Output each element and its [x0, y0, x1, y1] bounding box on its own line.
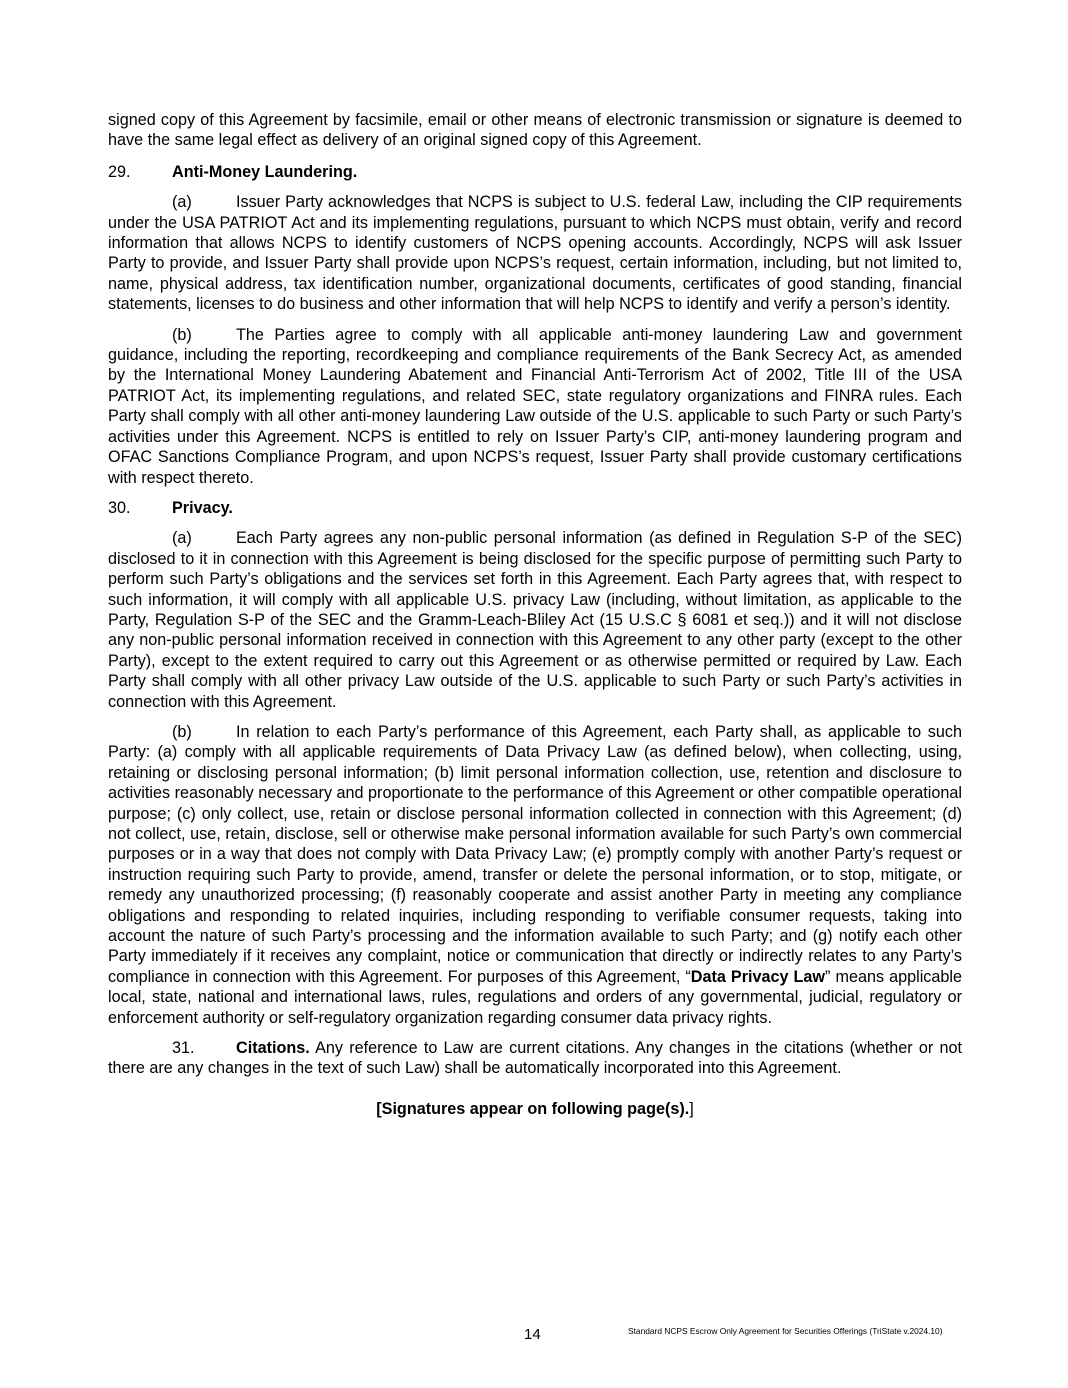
- section-30-heading: [108, 498, 962, 518]
- paragraph-label: (b): [172, 325, 192, 344]
- section-title: Citations.: [236, 1039, 310, 1058]
- section-number: 30.: [108, 498, 131, 517]
- paragraph-text: Any reference to Law are current citations. Any changes in the citations (whether or not there are any changes in the text of such Law) shall be automatically incorporated into this Agreement.: [108, 1039, 962, 1078]
- paragraph-text-continued: ” means applicable local, state, national and international laws, rules, regulations and orders of any governmental, judicial, regulatory or enforcement authority or self-regulatory organization regarding consumer data privacy rights.: [108, 967, 962, 1027]
- paragraph-text: Issuer Party acknowledges that NCPS is subject to U.S. federal Law, including the CIP requirements under the USA PATRIOT Act and its implementing regulations, pursuant to which NCPS must obtain, verify and record information that allows NCPS to identify customers of NCPS opening accounts. Accordingly, NCPS will ask Issuer Party to provide, and Issuer Party shall provide upon NCPS’s request, certain information, including, but not limited to, name, physical address, tax identification number, organizational documents, certificates of good standing, financial statements, licenses to do business and other information that will help NCPS to identify and verify a person’s identity.: [108, 193, 962, 314]
- intro-paragraph: signed copy of this Agreement by facsimile, email or other means of electronic transmission or signature is deemed to have the same legal effect as delivery of an original signed copy of this Agreement.: [108, 111, 962, 150]
- paragraph-label: (a): [172, 529, 192, 548]
- section-number: 31.: [172, 1039, 195, 1058]
- section-number: 29.: [108, 162, 131, 181]
- signature-note: [108, 1099, 962, 1119]
- section-29-paragraph-a: [108, 192, 962, 314]
- section-title: Privacy.: [172, 498, 233, 517]
- section-31-citations: [108, 1038, 962, 1079]
- defined-term: Data Privacy Law: [690, 967, 826, 986]
- paragraph-label: (a): [172, 193, 192, 212]
- section-30-paragraph-a: [108, 528, 962, 712]
- section-title: Anti-Money Laundering.: [172, 162, 358, 181]
- section-29-heading: [108, 162, 962, 182]
- paragraph-text: The Parties agree to comply with all applicable anti-money laundering Law and government guidance, including the reporting, recordkeeping and compliance requirements of the Bank Secrecy Act, as amended by the International Money Laundering Abatement and Financial Anti-Terrorism Act of 2002, Title III of the USA PATRIOT Act, its implementing regulations, and related SEC, state regulatory organizations and FINRA rules. Each Party shall comply with all other anti-money laundering Law outside of the U.S. applicable to such Party or such Party’s activities under this Agreement. NCPS is entitled to rely on Issuer Party’s CIP, anti-money laundering program and OFAC Sanctions Compliance Program, and upon NCPS’s request, Issuer Party shall provide customary certifications with respect thereto.: [108, 325, 962, 487]
- document-page: [108, 110, 962, 1119]
- footer-document-name: Standard NCPS Escrow Only Agreement for Securities Offerings (TriState v.2024.10): [628, 1326, 943, 1336]
- page-number: 14: [524, 1326, 541, 1343]
- section-30-paragraph-b: [108, 722, 962, 1028]
- paragraph-label: (b): [172, 722, 192, 741]
- paragraph-text: In relation to each Party’s performance of this Agreement, each Party shall, as applicable to such Party: (a) comply with all applicable requirements of Data Privacy Law (as defined below), when collecting, using, retaining or disclosing personal information; (b) limit personal information collection, use, retention and disclosure to activities reasonably necessary and proportionate to the performance of this Agreement or other compatible operational purpose; (c) only collect, use, retain or disclose personal information collected in connection with this Agreement; (d) not collect, use, retain, disclose, sell or otherwise make personal information available for such Party’s own commercial purposes or in a way that does not comply with Data Privacy Law; (e) promptly comply with another Party’s request or instruction requiring such Party to provide, amend, transfer or delete the personal information, or to stop, mitigate, or remedy any unauthorized processing; (f) reasonably cooperate and assist another Party in meeting any compliance obligations and responding to related inquiries, including responding to verifiable consumer requests, taking into account the nature of such Party’s processing and the information available to such Party; and (g) notify each other Party immediately if it receives any complaint, notice or communication that directly or indirectly relates to any Party’s compliance in connection with this Agreement. For purposes of this Agreement, “: [108, 722, 962, 986]
- section-29-paragraph-b: [108, 325, 962, 488]
- signature-note-close: ]: [689, 1099, 694, 1118]
- signature-note-text: [Signatures appear on following page(s).: [376, 1099, 690, 1118]
- paragraph-text: Each Party agrees any non-public personal information (as defined in Regulation S-P of the SEC) disclosed to it in connection with this Agreement is being disclosed for the specific purpose of permitting such Party to perform such Party’s obligations and the services set forth in this Agreement. Each Party agrees that, with respect to such information, it will comply with all applicable U.S. privacy Law (including, without limitation, as applicable to the Party, Regulation S-P of the SEC and the Gramm-Leach-Bliley Act (15 U.S.C § 6081 et seq.)) and it will not disclose any non-public personal information received in connection with this Agreement to any other party (except to the other Party), except to the extent required to carry out this Agreement or as otherwise permitted or required by Law. Each Party shall comply with all other privacy Law outside of the U.S. applicable to such Party or such Party’s activities in connection with this Agreement.: [108, 529, 962, 711]
